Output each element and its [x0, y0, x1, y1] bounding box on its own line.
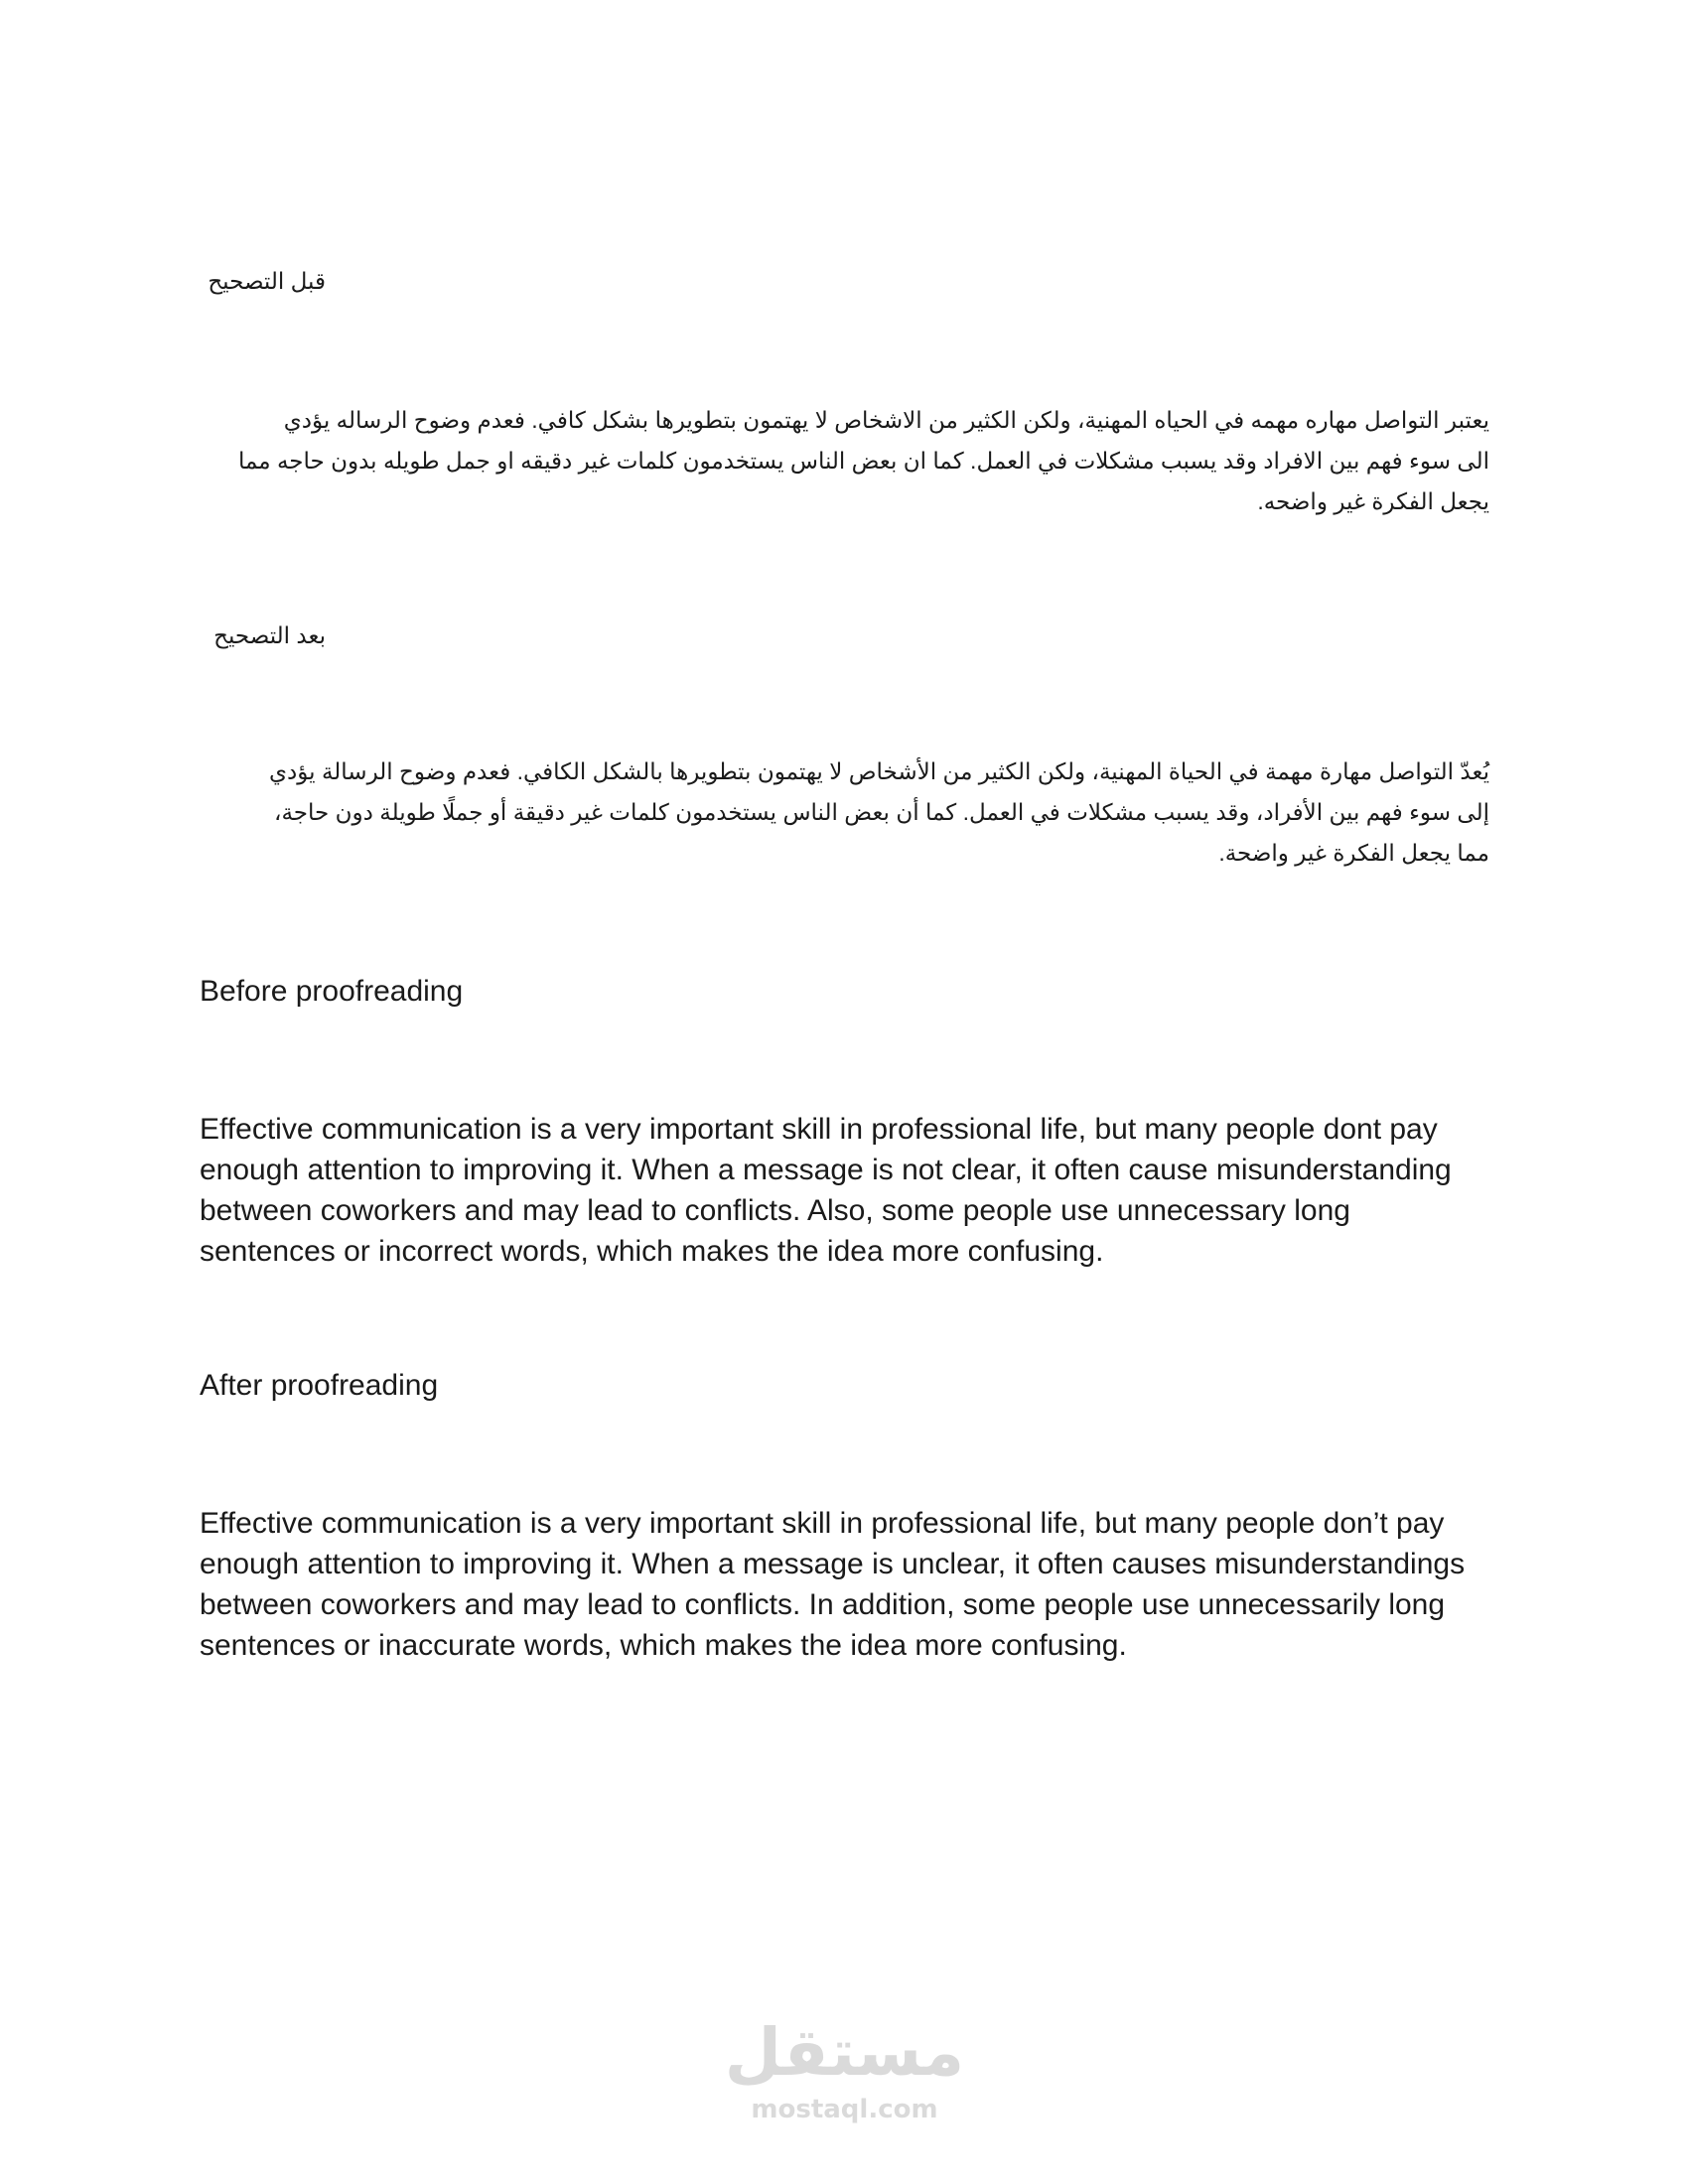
- english-after-paragraph: [200, 1503, 1510, 1666]
- paragraph-line: يجعل الفكرة غير واضحه.: [1257, 488, 1489, 514]
- mostaql-watermark: [723, 2013, 966, 2162]
- english-after-heading: After proofreading: [200, 1369, 439, 1402]
- paragraph-line: sentences or incorrect words, which makes the idea more confusing.: [200, 1235, 1104, 1268]
- arabic-before-heading: قبل التصحيح: [208, 268, 326, 294]
- paragraph-line: sentences or inaccurate words, which makes the idea more confusing.: [200, 1629, 1127, 1662]
- paragraph-line: Effective communication is a very important skill in professional life, but many people dont pay: [200, 1113, 1438, 1146]
- paragraph-line: enough attention to improving it. When a message is not clear, it often cause misunderstanding: [200, 1154, 1452, 1186]
- paragraph-line: between coworkers and may lead to conflicts. Also, some people use unnecessary long: [200, 1194, 1350, 1227]
- arabic-before-paragraph: [199, 400, 1489, 522]
- paragraph-line: enough attention to improving it. When a message is unclear, it often causes misunderstandings: [200, 1548, 1466, 1580]
- paragraph-line: يُعدّ التواصل مهارة مهمة في الحياة المهنية، ولكن الكثير من الأشخاص لا يهتمون بتطويرها بالشكل الكافي. فعدم وضوح الرسالة يؤدي: [269, 758, 1489, 784]
- paragraph-line: يعتبر التواصل مهاره مهمه في الحياه المهنية، ولكن الكثير من الاشخاص لا يهتمون بتطويرها بشكل كافي. فعدم وضوح الرساله يؤدي: [283, 407, 1489, 433]
- paragraph-line: Effective communication is a very important skill in professional life, but many people don’t pay: [200, 1507, 1445, 1540]
- paragraph-line: between coworkers and may lead to conflicts. In addition, some people use unnecessarily long: [200, 1588, 1446, 1621]
- paragraph-line: إلى سوء فهم بين الأفراد، وقد يسبب مشكلات في العمل. كما أن بعض الناس يستخدمون كلمات غير دقيقة أو جملًا طويلة دون حاجة،: [274, 799, 1489, 825]
- english-before-heading: Before proofreading: [200, 975, 464, 1008]
- paragraph-line: الى سوء فهم بين الافراد وقد يسبب مشكلات في العمل. كما ان بعض الناس يستخدمون كلمات غير دقيقه او جمل طويله بدون حاجه مما: [237, 448, 1489, 474]
- arabic-after-paragraph: [199, 751, 1489, 874]
- watermark-logo: مستقل: [724, 2014, 965, 2091]
- watermark-url: mostaql.com: [751, 2095, 938, 2124]
- english-before-paragraph: [200, 1109, 1510, 1272]
- arabic-after-heading: بعد التصحيح: [213, 622, 326, 648]
- paragraph-line: مما يجعل الفكرة غير واضحة.: [1218, 840, 1489, 866]
